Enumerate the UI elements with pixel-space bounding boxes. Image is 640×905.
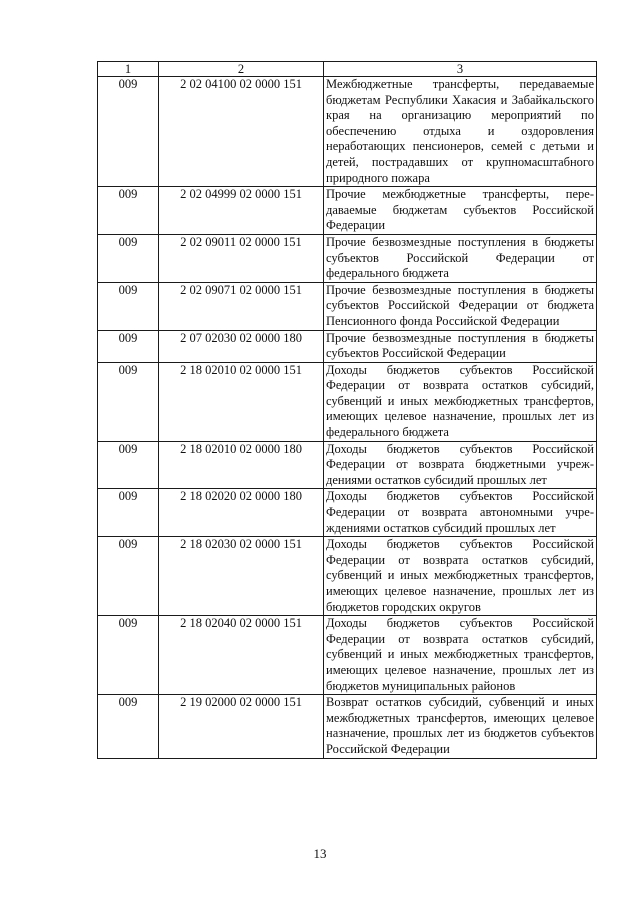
admin-code-cell: 009 (98, 616, 159, 695)
table-row (98, 234, 597, 282)
header-col-1: 1 (98, 62, 159, 77)
table-row (98, 489, 597, 537)
admin-code-cell: 009 (98, 234, 159, 282)
table-header (98, 62, 597, 77)
revenue-code-cell: 2 18 02030 02 0000 151 (159, 537, 324, 616)
revenue-codes-table (97, 61, 597, 759)
table-body (98, 77, 597, 759)
revenue-name-cell: Доходы бюджетов субъектов Российской Федерации от возврата бюджетными учреждениями остатков субсидий прошлых лет (324, 441, 597, 489)
table-row (98, 537, 597, 616)
admin-code-cell: 009 (98, 362, 159, 441)
revenue-code-cell: 2 18 02010 02 0000 180 (159, 441, 324, 489)
revenue-code-cell: 2 02 04999 02 0000 151 (159, 187, 324, 235)
page-number: 13 (313, 846, 327, 861)
table-row (98, 616, 597, 695)
revenue-name-cell: Доходы бюджетов субъектов Российской Федерации от возврата остатков субсидий, субвенций и иных межбюджетных трансфертов, имеющих целевое назначение, прошлых лет из бюджетов городских округов (324, 537, 597, 616)
revenue-code-cell: 2 18 02020 02 0000 180 (159, 489, 324, 537)
admin-code-cell: 009 (98, 187, 159, 235)
revenue-name-cell: Прочие безвозмездные поступления в бюджеты субъектов Российской Федерации от федерального бюджета (324, 234, 597, 282)
revenue-name-cell: Доходы бюджетов субъектов Российской Федерации от возврата остатков субсидий, субвенций и иных межбюджетных трансфертов, имеющих целевое назначение, прошлых лет из бюджетов муниципальных районов (324, 616, 597, 695)
revenue-name-cell: Межбюджетные трансферты, передаваемые бюджетам Республики Хакасия и Забайкальского края на организацию мероприятий по обеспечению отдыха и оздоровления неработающих пенсионеров, семей с детьми и детей, пострадавших от крупномасштабного природного пожара (324, 77, 597, 187)
table-row (98, 187, 597, 235)
header-col-3: 3 (324, 62, 597, 77)
revenue-code-cell: 2 02 09011 02 0000 151 (159, 234, 324, 282)
header-col-2: 2 (159, 62, 324, 77)
table-row (98, 441, 597, 489)
table-row (98, 330, 597, 362)
admin-code-cell: 009 (98, 330, 159, 362)
table-row (98, 282, 597, 330)
revenue-name-cell: Прочие безвозмездные поступления в бюджеты субъектов Российской Федерации (324, 330, 597, 362)
revenue-name-cell: Доходы бюджетов субъектов Российской Федерации от возврата автономными учреждениями остатков субсидий прошлых лет (324, 489, 597, 537)
admin-code-cell: 009 (98, 282, 159, 330)
revenue-name-cell: Возврат остатков субсидий, субвенций и иных межбюджетных трансфертов, имеющих целевое назначение, прошлых лет из бюджетов субъектов Российской Федерации (324, 695, 597, 758)
revenue-name-cell: Прочие безвозмездные поступления в бюджеты субъектов Российской Федерации от бюджета Пенсионного фонда Российской Федерации (324, 282, 597, 330)
revenue-code-cell: 2 18 02040 02 0000 151 (159, 616, 324, 695)
revenue-code-cell: 2 07 02030 02 0000 180 (159, 330, 324, 362)
revenue-name-cell: Доходы бюджетов субъектов Российской Федерации от возврата остатков субсидий, субвенций и иных межбюджетных трансфертов, имеющих целевое назначение, прошлых лет из федерального бюджета (324, 362, 597, 441)
revenue-name-cell: Прочие межбюджетные трансферты, передаваемые бюджетам субъектов Российской Федерации (324, 187, 597, 235)
table-row (98, 695, 597, 758)
table-row (98, 77, 597, 187)
admin-code-cell: 009 (98, 695, 159, 758)
revenue-code-cell: 2 02 04100 02 0000 151 (159, 77, 324, 187)
table-row (98, 362, 597, 441)
admin-code-cell: 009 (98, 489, 159, 537)
header-row (98, 62, 597, 77)
revenue-code-cell: 2 02 09071 02 0000 151 (159, 282, 324, 330)
admin-code-cell: 009 (98, 537, 159, 616)
revenue-code-cell: 2 18 02010 02 0000 151 (159, 362, 324, 441)
admin-code-cell: 009 (98, 77, 159, 187)
admin-code-cell: 009 (98, 441, 159, 489)
revenue-code-cell: 2 19 02000 02 0000 151 (159, 695, 324, 758)
